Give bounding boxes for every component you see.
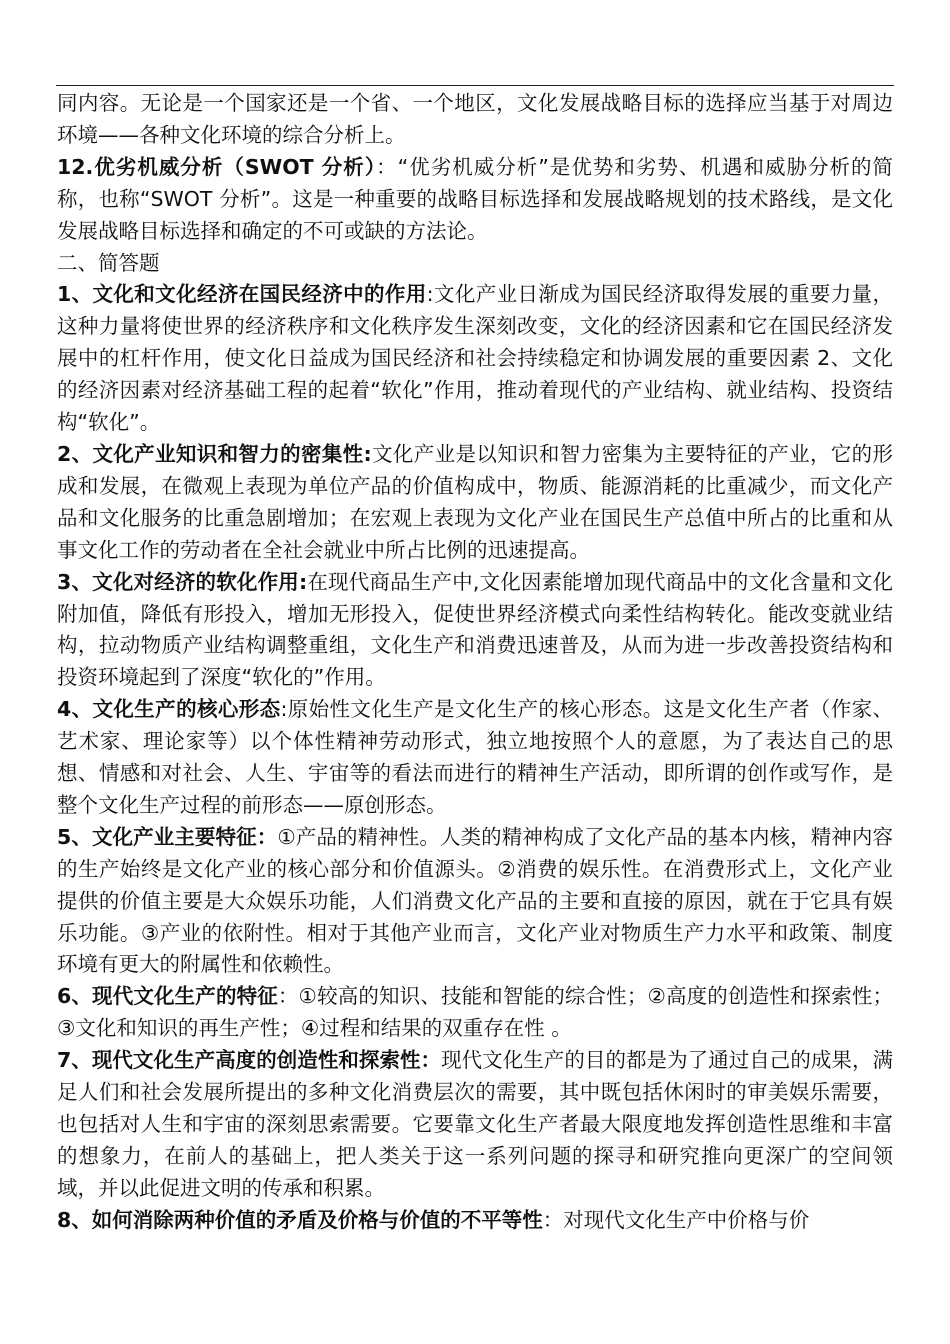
- section-heading: 二、简答题: [57, 250, 160, 275]
- header-rule: [56, 85, 894, 86]
- paragraph-continuation: 同内容。无论是一个国家还是一个省、一个地区，文化发展战略目标的选择应当基于对周边环境——各种文化环境的综合分析上。: [57, 91, 893, 147]
- paragraph-swot: 12.优劣机威分析（SWOT 分析）：“优劣机威分析”是优势和劣势、机遇和威胁分析的简称，也称“SWOT 分析”。这是一种重要的战略目标选择和发展战略规划的技术路线，是文化发展战略目标选择和确定的不可或缺的方法论。: [57, 154, 893, 243]
- question-7: 7、现代文化生产高度的创造性和探索性：现代文化生产的目的都是为了通过自己的成果，满足人们和社会发展所提出的多种文化消费层次的需要，其中既包括休闲时的审美娱乐需要，也包括对人生和宇宙的深刻思索需要。它要靠文化生产者最大限度地发挥创造性思维和丰富的想象力，在前人的基础上，把人类关于这一系列问题的探寻和研究推向更深广的空间领域，并以此促进文明的传承和积累。: [57, 1048, 894, 1200]
- question-2: 2、文化产业知识和智力的密集性:文化产业是以知识和智力密集为主要特征的产业，它的形成和发展，在微观上表现为单位产品的价值构成中，物质、能源消耗的比重减少，而文化产品和文化服务的比重急剧增加；在宏观上表现为文化产业在国民生产总值中所占的比重和从事文化工作的劳动者在全社会就业中所占比例的迅速提高。: [57, 441, 894, 562]
- question-8: 8、如何消除两种价值的矛盾及价格与价值的不平等性：对现代文化生产中价格与价: [57, 1207, 810, 1232]
- question-1: 1、文化和文化经济在国民经济中的作用:文化产业日渐成为国民经济取得发展的重要力量，这种力量将使世界的经济秩序和文化秩序发生深刻改变，文化的经济因素和它在国民经济发展中的杠杆作用，使文化日益成为国民经济和社会持续稳定和协调发展的重要因素 2、文化的经济因素对经济基础工程的起着“软化”作用，推动着现代的产业结构、就业结构、投资结构“软化”。: [57, 282, 894, 435]
- question-6: 6、现代文化生产的特征：①较高的知识、技能和智能的综合性；②高度的创造性和探索性；③文化和知识的再生产性；④过程和结果的双重存在性 。: [57, 984, 893, 1041]
- question-5: 5、文化产业主要特征：①产品的精神性。人类的精神构成了文化产品的基本内核，精神内容的生产始终是文化产业的核心部分和价值源头。②消费的娱乐性。在消费形式上，文化产业提供的价值主要是大众娱乐功能，人们消费文化产品的主要和直接的原因，就在于它具有娱乐功能。③产业的依附性。相对于其他产业而言，文化产业对物质生产力水平和政策、制度环境有更大的附属性和依赖性。: [57, 824, 893, 977]
- question-4: 4、文化生产的核心形态:原始性文化生产是文化生产的核心形态。这是文化生产者（作家、艺术家、理论家等）以个体性精神劳动形式，独立地按照个人的意愿，为了表达自己的思想、情感和对社会、人生、宇宙等的看法而进行的精神生产活动，即所谓的创作或写作，是整个文化生产过程的前形态——原创形态。: [57, 697, 894, 817]
- question-3: 3、文化对经济的软化作用:在现代商品生产中,文化因素能增加现代商品中的文化含量和文化附加值，降低有形投入，增加无形投入，促使世界经济模式向柔性结构转化。能改变就业结构，拉动物质产业结构调整重组，文化生产和消费迅速普及，从而为进一步改善投资结构和投资环境起到了深度“软化的”作用。: [57, 569, 894, 690]
- document-body: [57, 88, 893, 1237]
